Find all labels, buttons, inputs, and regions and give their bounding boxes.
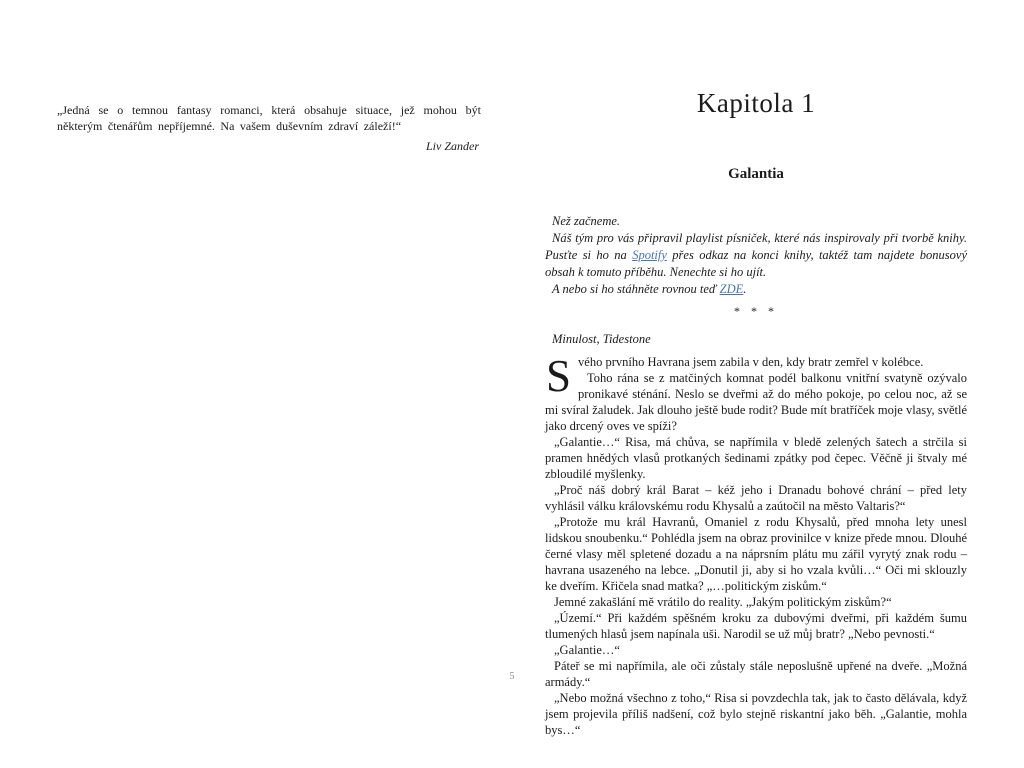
- paragraph: Toho rána se z matčiných komnat podél balkonu vnitřní svatyně ozývalo pronikavé sténání. Neslo se dveřmi až do mého pokoje, po celou noc, až se mi svíral žaludek. Jak dlouho ještě bude rodit? Bude mít bratříček moje vlasy, světlé jako drcený oves ve spíži?: [545, 371, 967, 433]
- intro-download-paragraph: [545, 281, 967, 298]
- intro-text-segment: .: [743, 282, 747, 296]
- intro-text-segment: Náš tým pro vás připravil playlist písniček, které nás inspirovaly při tvorbě knihy. Pusťte si ho na: [545, 231, 967, 262]
- zde-download-link[interactable]: ZDE: [719, 282, 744, 296]
- intro-opening-line: Než začneme.: [552, 214, 621, 228]
- chapter-title: Kapitola 1: [696, 88, 816, 118]
- publisher-note: [545, 213, 967, 298]
- spotify-link[interactable]: Spotify: [632, 248, 667, 262]
- paragraph: Jemné zakašlání mě vrátilo do reality. „Jakým politickým ziskům?“: [554, 595, 892, 609]
- drop-cap: S: [546, 351, 572, 401]
- content-warning-quote: „Jedná se o temnou fantasy romanci, která obsahuje situace, jež mohou být některým čtenářům nepříjemné. Na vašem duševním zdraví záleží!“: [57, 103, 481, 133]
- intro-text-segment: A nebo si ho stáhněte rovnou teď: [552, 282, 720, 296]
- paragraph: „Galantie…“ Risa, má chůva, se napřímila v bledě zelených šatech a strčila si pramen hnědých vlasů protkaných šedinami zpátky pod čepec. Věčně ji štvaly mé zbloudilé myšlenky.: [545, 435, 967, 481]
- paragraph: „Protože mu král Havranů, Omaniel z rodu Khysalů, před mnoha lety unesl lidskou snoubenku.“ Pohlédla jsem na obraz provinilce v knize přede mnou. Dlouhé černé vlasy měl spletené dozadu a na náprsním plátu mu zářil vyrytý znak rodu – havrana usazeného na lebce. „Donutil ji, aby si ho vzala kvůli…“ Oči mi sklouzly ke dveřím. Křičela snad matka? „…politickým ziskům.“: [545, 515, 967, 593]
- quote-attribution: Liv Zander: [425, 139, 479, 153]
- paragraph: Páteř se mi napřímila, ale oči zůstaly stále neposlušně upřené na dveře. „Možná armády.“: [545, 659, 967, 689]
- scene-label: Minulost, Tidestone: [552, 332, 651, 346]
- paragraph: „Galantie…“: [554, 643, 620, 657]
- paragraph: vého prvního Havrana jsem zabila v den, kdy bratr zemřel v kolébce.: [578, 355, 924, 369]
- scene-separator: * * *: [734, 304, 778, 318]
- paragraph: „Proč náš dobrý král Barat – kéž jeho i Dranadu bohové chrání – před lety vyhlásil válku královskému rodu Khysalů a zaútočil na město Valtaris?“: [545, 483, 967, 513]
- left-page: [57, 103, 481, 154]
- page-number: 5: [509, 671, 515, 682]
- intro-text-segment: přes odkaz na konci knihy, taktéž tam najdete bonusový obsah k tomuto příběhu. Nenechte si ho ujít.: [545, 248, 967, 279]
- paragraph: „Nebo možná všechno z toho,“ Risa si povzdechla tak, jak to často dělávala, když jsem projevila příliš nadšení, což bylo stejně riskantní jako běh. „Galantie, mohla bys…“: [545, 691, 967, 737]
- intro-playlist-paragraph: [545, 230, 967, 281]
- section-title: Galantia: [728, 166, 784, 182]
- paragraph: „Území.“ Při každém spěšném kroku za dubovými dveřmi, při každém šumu tlumených hlasů jsem napínala uši. Narodil se už můj bratr? „Nebo pevnosti.“: [545, 611, 967, 641]
- right-page: [545, 88, 967, 738]
